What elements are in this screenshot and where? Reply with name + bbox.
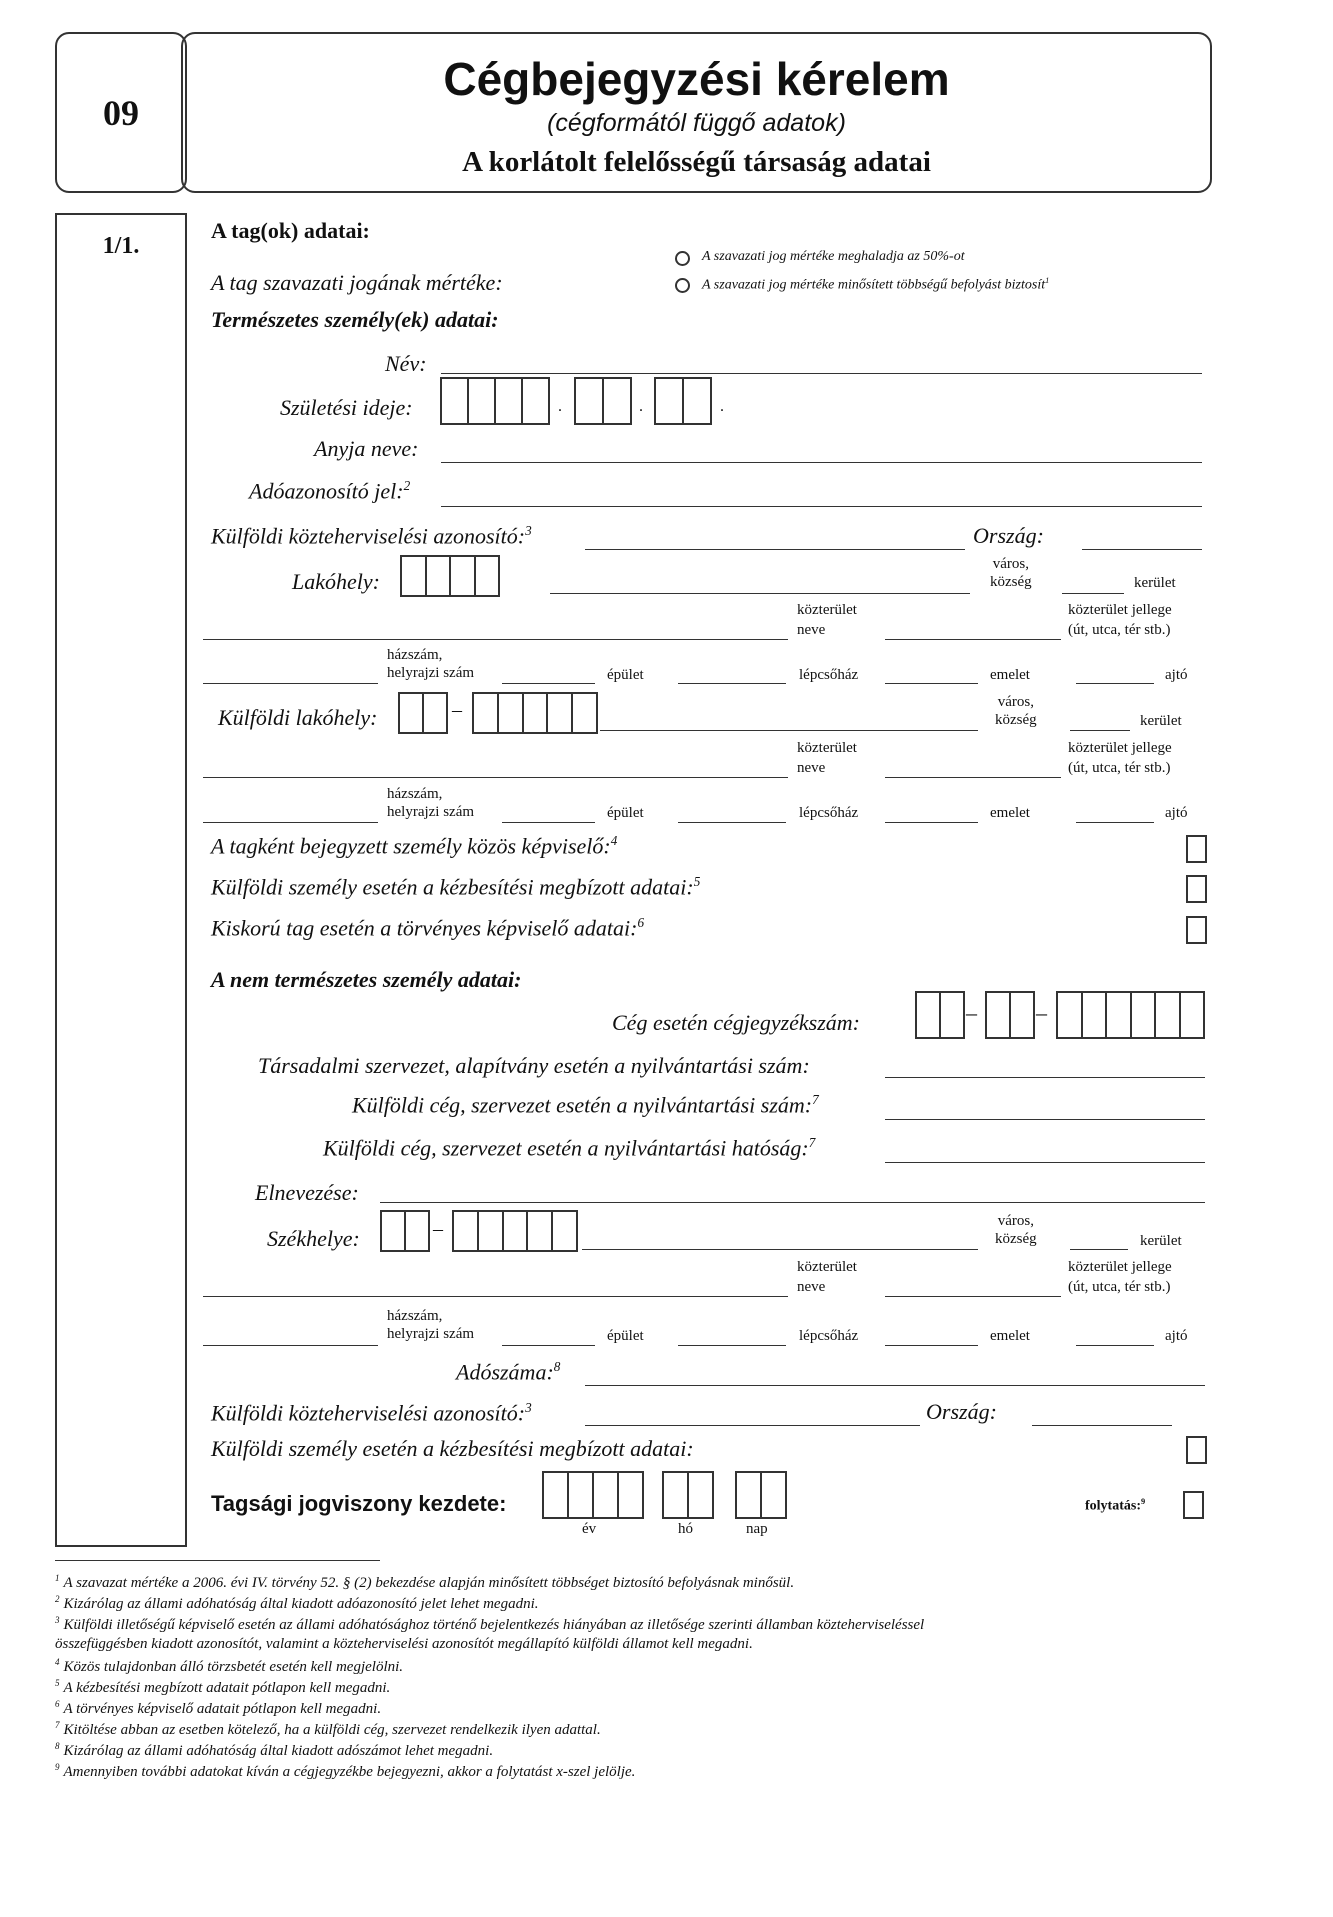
- name-field[interactable]: [441, 373, 1202, 374]
- ngo-field[interactable]: [885, 1077, 1205, 1078]
- foreign-tax-field[interactable]: [585, 549, 965, 550]
- seat-house-field[interactable]: [203, 1345, 378, 1346]
- minor-checkbox[interactable]: [1186, 916, 1207, 944]
- seat-street-name-label: közterület neve: [797, 1259, 857, 1295]
- foreign-tax-label: Külföldi közteherviselési azonosító:$^3$: [211, 523, 532, 549]
- legal-country-field[interactable]: [1032, 1425, 1172, 1426]
- foreign-residence-door-field[interactable]: [1076, 822, 1154, 823]
- footnote-8: [55, 1741, 493, 1760]
- foreign-residence-street-field[interactable]: [203, 777, 788, 778]
- voting-label: A tag szavazati jogának mértéke:: [211, 270, 503, 295]
- voting-option-1-radio[interactable]: [675, 251, 690, 266]
- footnote-text: Amennyiben további adatokat kíván a cégjegyzékbe bejegyezni, akkor a folytatást x-szel jelölje.: [63, 1764, 636, 1780]
- minor-label: Kiskorú tag esetén a törvényes képviselő adatai:$^6$: [211, 915, 645, 941]
- footnote-text: Kizárólag az állami adóhatóság által kiadott adóazonosító jelet lehet megadni.: [63, 1596, 539, 1612]
- footnote-separator: [55, 1560, 380, 1561]
- birth-dot-2: .: [639, 398, 643, 415]
- membership-day-cells[interactable]: [735, 1471, 787, 1519]
- legal-heading: A nem természetes személy adatai:: [211, 967, 522, 992]
- residence-street-name-label: közterület neve: [797, 602, 857, 638]
- footnote-number: 5: [55, 1678, 60, 1688]
- foreign-residence-floor-field[interactable]: [885, 822, 978, 823]
- tax-no-label: Adószáma:$^8$: [456, 1359, 561, 1385]
- foreign-residence-building-label: épület: [607, 805, 644, 821]
- foreign-residence-house-label: házszám, helyrajzi szám: [387, 786, 475, 820]
- seat-label: Székhelye:: [267, 1226, 360, 1251]
- membership-month-label: hó: [678, 1521, 693, 1537]
- residence-district-field[interactable]: [1062, 593, 1124, 594]
- footnote-cont: [55, 1636, 753, 1653]
- footnote-text: A törvényes képviselő adatait pótlapon kell megadni.: [63, 1701, 382, 1717]
- residence-door-field[interactable]: [1076, 683, 1154, 684]
- membership-label: Tagsági jogviszony kezdete:: [211, 1491, 507, 1516]
- membership-year-cells[interactable]: [542, 1471, 644, 1519]
- foreign-residence-district-field[interactable]: [1070, 730, 1130, 731]
- continuation-checkbox[interactable]: [1183, 1491, 1204, 1519]
- footnote-number: 4: [55, 1657, 60, 1667]
- legal-name-field[interactable]: [380, 1202, 1205, 1203]
- page-subtitle: (cégformától függő adatok): [547, 109, 846, 137]
- footnote-number: 9: [55, 1762, 60, 1772]
- foreign-reg-label: Külföldi cég, szervezet esetén a nyilvántartási szám:$^7$: [352, 1092, 819, 1118]
- seat-dash: –: [433, 1218, 443, 1240]
- company-reg-number-cells[interactable]: [1056, 991, 1205, 1039]
- seat-floor-field[interactable]: [885, 1345, 978, 1346]
- foreign-residence-house-field[interactable]: [203, 822, 378, 823]
- company-reg-dash-1: –: [966, 1000, 977, 1025]
- footnote-number: 2: [55, 1594, 60, 1604]
- foreign-residence-country-cells[interactable]: [398, 692, 448, 734]
- residence-city-field[interactable]: [550, 593, 970, 594]
- seat-city-field[interactable]: [582, 1249, 978, 1250]
- residence-floor-label: emelet: [990, 667, 1030, 683]
- footnote-5: [55, 1678, 390, 1697]
- voting-option-1: A szavazati jog mértéke meghaladja az 50%-ot: [702, 249, 965, 264]
- delivery-agent-checkbox[interactable]: [1186, 875, 1207, 903]
- residence-stairs-label: lépcsőház: [799, 667, 859, 683]
- country-label: Ország:: [973, 523, 1044, 548]
- legal-country-label: Ország:: [926, 1399, 997, 1424]
- foreign-reg-field[interactable]: [885, 1119, 1205, 1120]
- birth-year-cells[interactable]: [440, 377, 550, 425]
- footnote-number: 6: [55, 1699, 60, 1709]
- legal-delivery-agent-checkbox[interactable]: [1186, 1436, 1207, 1464]
- residence-building-label: épület: [607, 667, 644, 683]
- seat-building-field[interactable]: [502, 1345, 595, 1346]
- common-rep-checkbox[interactable]: [1186, 835, 1207, 863]
- footnote-text: Kizárólag az állami adóhatóság által kiadott adószámot lehet megadni.: [63, 1743, 494, 1759]
- natural-heading: Természetes személy(ek) adatai:: [211, 307, 499, 332]
- footnote-9: [55, 1762, 635, 1781]
- company-reg-label: Cég esetén cégjegyzékszám:: [612, 1010, 861, 1035]
- foreign-residence-floor-label: emelet: [990, 805, 1030, 821]
- delivery-agent-label: Külföldi személy esetén a kézbesítési megbízott adatai:$^5$: [211, 874, 701, 900]
- footnote-1: [55, 1573, 794, 1592]
- side-column: [55, 213, 187, 1547]
- seat-country-cells[interactable]: [380, 1210, 430, 1252]
- tax-no-field[interactable]: [585, 1385, 1205, 1386]
- tax-label: Adóazonosító jel:$^2$: [249, 478, 411, 504]
- form-code-box: [55, 32, 187, 193]
- footnote-text: Közös tulajdonban álló törzsbetét esetén kell megjelölni.: [63, 1659, 404, 1675]
- residence-house-label: házszám, helyrajzi szám: [387, 647, 475, 681]
- birth-dot-3: .: [720, 398, 724, 415]
- footnote-number: 3: [55, 1615, 60, 1625]
- footnote-number: 7: [55, 1720, 60, 1730]
- birth-dot-1: .: [558, 398, 562, 415]
- membership-day-label: nap: [746, 1521, 768, 1537]
- company-reg-dash-2: –: [1036, 1000, 1047, 1025]
- footnote-3: [55, 1615, 924, 1634]
- company-reg-form-cells[interactable]: [985, 991, 1035, 1039]
- footnote-text: Kitöltése abban az esetben kötelező, ha a külföldi cég, szervezet rendelkezik ilyen adattal.: [63, 1722, 601, 1738]
- foreign-residence-door-label: ajtó: [1165, 805, 1188, 821]
- seat-house-label: házszám, helyrajzi szám: [387, 1308, 475, 1342]
- residence-district-label: kerület: [1134, 575, 1176, 591]
- footnote-text: A kézbesítési megbízott adatait pótlapon kell megadni.: [63, 1680, 391, 1696]
- foreign-auth-field[interactable]: [885, 1162, 1205, 1163]
- seat-door-label: ajtó: [1165, 1328, 1188, 1344]
- residence-city-label: város, község: [990, 556, 1032, 590]
- residence-building-field[interactable]: [502, 683, 595, 684]
- legal-name-label: Elnevezése:: [255, 1180, 359, 1205]
- members-heading: A tag(ok) adatai:: [211, 218, 370, 243]
- birth-label: Születési ideje:: [280, 395, 413, 420]
- membership-year-label: év: [582, 1521, 597, 1537]
- seat-stairs-label: lépcsőház: [799, 1328, 859, 1344]
- foreign-residence-city-field[interactable]: [600, 730, 978, 731]
- seat-city-label: város, község: [995, 1213, 1037, 1247]
- seat-district-field[interactable]: [1070, 1249, 1128, 1250]
- footnote-text: Külföldi illetőségű képviselő esetén az állami adóhatósághoz történő bejelentkezés hiányában az illetősége szerinti államban közteherviseléssel: [63, 1617, 925, 1633]
- mother-field[interactable]: [441, 462, 1202, 463]
- foreign-residence-building-field[interactable]: [502, 822, 595, 823]
- birth-day-cells[interactable]: [654, 377, 712, 425]
- name-label: Név:: [385, 351, 427, 376]
- residence-street-type-label: közterület jellege (út, utca, tér stb.): [1068, 602, 1172, 638]
- residence-stairs-field[interactable]: [678, 683, 786, 684]
- residence-street-type-field[interactable]: [885, 639, 1061, 640]
- form-code: 09: [103, 93, 139, 133]
- section-number: 1/1.: [102, 233, 140, 259]
- seat-district-label: kerület: [1140, 1233, 1182, 1249]
- foreign-residence-district-label: kerület: [1140, 713, 1182, 729]
- foreign-residence-stairs-field[interactable]: [678, 822, 786, 823]
- footnote-4: [55, 1657, 403, 1676]
- residence-label: Lakóhely:: [292, 569, 380, 594]
- country-field[interactable]: [1082, 549, 1202, 550]
- residence-street-field[interactable]: [203, 639, 788, 640]
- seat-street-type-field[interactable]: [885, 1296, 1061, 1297]
- foreign-residence-street-type-label: közterület jellege (út, utca, tér stb.): [1068, 740, 1172, 776]
- voting-option-2-radio[interactable]: [675, 278, 690, 293]
- footnote-number: 8: [55, 1741, 60, 1751]
- foreign-residence-street-type-field[interactable]: [885, 777, 1061, 778]
- footnote-text: összefüggésben kiadott azonosítót, valamint a közteherviselési azonosítót megállapító külföldi államot kell megadni.: [55, 1636, 753, 1652]
- membership-month-cells[interactable]: [662, 1471, 714, 1519]
- foreign-residence-dash: –: [452, 699, 462, 721]
- seat-zip-cells[interactable]: [452, 1210, 578, 1252]
- footnote-number: 1: [55, 1573, 60, 1583]
- voting-option-2: A szavazati jog mértéke minősített többségű befolyást biztosít$^1$: [702, 276, 1050, 293]
- footnote-2: [55, 1594, 539, 1613]
- seat-door-field[interactable]: [1076, 1345, 1154, 1346]
- seat-street-field[interactable]: [203, 1296, 788, 1297]
- birth-month-cells[interactable]: [574, 377, 632, 425]
- residence-zip-cells[interactable]: [400, 555, 500, 597]
- footnote-6: [55, 1699, 381, 1718]
- company-reg-court-cells[interactable]: [915, 991, 965, 1039]
- footnote-7: [55, 1720, 601, 1739]
- seat-stairs-field[interactable]: [678, 1345, 786, 1346]
- residence-door-label: ajtó: [1165, 667, 1188, 683]
- foreign-residence-label: Külföldi lakóhely:: [218, 705, 378, 730]
- header-box: [181, 32, 1212, 193]
- seat-floor-label: emelet: [990, 1328, 1030, 1344]
- seat-street-type-label: közterület jellege (út, utca, tér stb.): [1068, 1259, 1172, 1295]
- foreign-residence-street-name-label: közterület neve: [797, 740, 857, 776]
- common-rep-label: A tagként bejegyzett személy közös képviselő:$^4$: [211, 833, 618, 859]
- mother-label: Anyja neve:: [314, 436, 419, 461]
- foreign-auth-label: Külföldi cég, szervezet esetén a nyilvántartási hatóság:$^7$: [323, 1135, 816, 1161]
- residence-floor-field[interactable]: [885, 683, 978, 684]
- legal-foreign-tax-label: Külföldi közteherviselési azonosító:$^3$: [211, 1400, 532, 1426]
- legal-foreign-tax-field[interactable]: [585, 1425, 920, 1426]
- footnote-text: A szavazat mértéke a 2006. évi IV. törvény 52. § (2) bekezdése alapján minősített többséget biztosító befolyásnak minősül.: [63, 1575, 795, 1591]
- foreign-residence-zip-cells[interactable]: [472, 692, 598, 734]
- ngo-label: Társadalmi szervezet, alapítvány esetén a nyilvántartási szám:: [258, 1053, 810, 1078]
- residence-house-field[interactable]: [203, 683, 378, 684]
- foreign-residence-stairs-label: lépcsőház: [799, 805, 859, 821]
- tax-field[interactable]: [441, 506, 1202, 507]
- page-title: Cégbejegyzési kérelem: [443, 53, 950, 105]
- foreign-residence-city-label: város, község: [995, 694, 1037, 728]
- legal-delivery-agent-label: Külföldi személy esetén a kézbesítési megbízott adatai:: [211, 1436, 694, 1461]
- continuation-label: folytatás:$^9$: [1085, 1497, 1146, 1514]
- section-title: A korlátolt felelősségű társaság adatai: [462, 146, 931, 178]
- seat-building-label: épület: [607, 1328, 644, 1344]
